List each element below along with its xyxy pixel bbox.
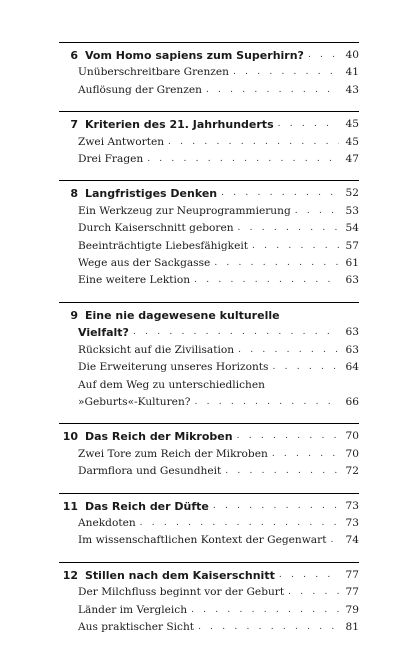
chapter-number: 12 (62, 568, 78, 582)
dot-leader (133, 324, 339, 341)
toc-entry (59, 134, 359, 151)
entry-title: Die Erweiterung unseres Horizonts (78, 361, 269, 374)
dot-leader (237, 428, 339, 445)
dot-leader (252, 238, 339, 255)
dot-leader (308, 47, 339, 64)
page-number: 40 (345, 49, 359, 61)
page-number: 63 (345, 343, 359, 356)
toc-entry (59, 359, 359, 376)
page-number: 70 (345, 430, 359, 443)
dot-leader (221, 185, 339, 202)
dot-leader (206, 82, 339, 99)
page-number: 41 (345, 66, 359, 79)
page-number: 47 (345, 153, 359, 166)
dot-leader (330, 532, 339, 549)
chapter-title: Langfristiges Denken (85, 187, 218, 201)
page-number: 64 (345, 361, 359, 374)
toc-entry (59, 238, 359, 255)
chapter-block (59, 111, 359, 168)
chapter-number: 8 (70, 187, 78, 201)
page-number: 77 (345, 568, 359, 581)
toc-entry (59, 446, 359, 463)
page-number: 73 (345, 516, 359, 529)
page-number: 45 (345, 118, 359, 131)
chapter-title: Das Reich der Düfte (85, 499, 209, 513)
chapter-number: 11 (62, 499, 78, 513)
dot-leader (272, 446, 339, 463)
page-number: 63 (345, 274, 359, 287)
page-number: 43 (345, 83, 359, 96)
toc-entry (59, 515, 359, 532)
chapter-block (59, 302, 359, 411)
entry-title: Auf dem Weg zu unterschiedlichen (78, 378, 265, 391)
toc-entry (59, 255, 359, 272)
chapter-block (59, 42, 359, 99)
page-number: 72 (345, 465, 359, 478)
entry-title: Auflösung der Grenzen (78, 83, 202, 96)
toc-entry (59, 82, 359, 99)
toc-entry (59, 342, 359, 359)
entry-title: Ein Werkzeug zur Neuprogrammierung (78, 204, 291, 217)
page-number: 79 (345, 603, 359, 616)
toc-entry (59, 602, 359, 619)
entry-title: Zwei Tore zum Reich der Mikroben (78, 447, 268, 460)
dot-leader (238, 220, 339, 237)
page-number: 74 (345, 534, 359, 547)
entry-title: Länder im Vergleich (78, 603, 188, 616)
toc-entry (59, 394, 359, 411)
entry-title: Wege aus der Sackgasse (78, 257, 211, 270)
chapter-heading (59, 567, 359, 584)
dot-leader (279, 567, 339, 584)
dot-leader (213, 498, 339, 515)
page-number: 63 (345, 326, 359, 339)
toc-entry (59, 151, 359, 168)
entry-title: Aus praktischer Sicht (78, 620, 195, 633)
entry-title: Drei Fragen (78, 153, 144, 166)
page-number: 70 (345, 447, 359, 460)
chapter-block (59, 180, 359, 289)
chapter-number: 7 (70, 118, 78, 132)
toc-entry (59, 584, 359, 601)
entry-title: Im wissenschaftlichen Kontext der Gegenwart (78, 534, 327, 547)
page-number: 53 (345, 204, 359, 217)
entry-title: Rücksicht auf die Zivilisation (78, 343, 235, 356)
toc-entry (59, 220, 359, 237)
entry-title: Darmflora und Gesundheit (78, 465, 222, 478)
entry-title: Zwei Antworten (78, 135, 165, 148)
table-of-contents (59, 42, 359, 648)
dot-leader (238, 342, 339, 359)
chapter-heading (59, 47, 359, 64)
dot-leader (233, 64, 339, 81)
dot-leader (194, 394, 339, 411)
page-number: 57 (345, 239, 359, 252)
chapter-title: Das Reich der Mikroben (85, 430, 233, 444)
page-number: 73 (345, 499, 359, 512)
dot-leader (198, 619, 339, 636)
dot-leader (168, 134, 339, 151)
toc-entry (59, 532, 359, 549)
chapter-number: 9 (70, 308, 78, 322)
dot-leader (194, 272, 339, 289)
chapter-block (59, 562, 359, 637)
chapter-heading (59, 498, 359, 515)
chapter-number: 10 (62, 430, 78, 444)
dot-leader (278, 116, 339, 133)
toc-entry (59, 203, 359, 220)
chapter-title: Eine nie dagewesene kulturelle (85, 308, 280, 322)
chapter-title: Vielfalt? (78, 326, 129, 340)
toc-entry (59, 463, 359, 480)
page-number: 52 (345, 187, 359, 200)
page-number: 66 (345, 395, 359, 408)
chapter-title: Kriterien des 21. Jahrhunderts (85, 118, 274, 132)
chapter-number: 6 (70, 49, 78, 62)
dot-leader (147, 151, 339, 168)
toc-entry (59, 64, 359, 81)
page-number: 54 (345, 222, 359, 235)
entry-title: Durch Kaiserschnitt geboren (78, 222, 234, 235)
dot-leader (191, 602, 339, 619)
page-number: 45 (345, 135, 359, 148)
toc-entry (59, 619, 359, 636)
chapter-heading (59, 307, 359, 324)
chapter-heading-continued (59, 324, 359, 341)
dot-leader (272, 359, 339, 376)
entry-title: Anekdoten (78, 516, 136, 529)
dot-leader (140, 515, 339, 532)
chapter-block (59, 423, 359, 480)
chapter-heading (59, 185, 359, 202)
page-number: 77 (345, 586, 359, 599)
chapter-title: Stillen nach dem Kaiserschnitt (85, 568, 275, 582)
dot-leader (225, 463, 339, 480)
dot-leader (295, 203, 339, 220)
page-number: 81 (345, 620, 359, 633)
chapter-heading (59, 116, 359, 133)
chapter-heading (59, 428, 359, 445)
entry-title: Der Milchfluss beginnt vor der Geburt (78, 586, 285, 599)
dot-leader (214, 255, 339, 272)
chapter-block (59, 493, 359, 550)
entry-title: »Geburts«-Kulturen? (78, 395, 191, 408)
entry-title: Unüberschreitbare Grenzen (78, 66, 229, 79)
dot-leader (288, 584, 339, 601)
entry-title: Beeinträchtigte Liebesfähigkeit (78, 239, 248, 252)
entry-title: Eine weitere Lektion (78, 274, 191, 287)
toc-entry (59, 272, 359, 289)
chapter-title: Vom Homo sapiens zum Superhirn? (85, 49, 304, 62)
page-number: 61 (345, 257, 359, 270)
